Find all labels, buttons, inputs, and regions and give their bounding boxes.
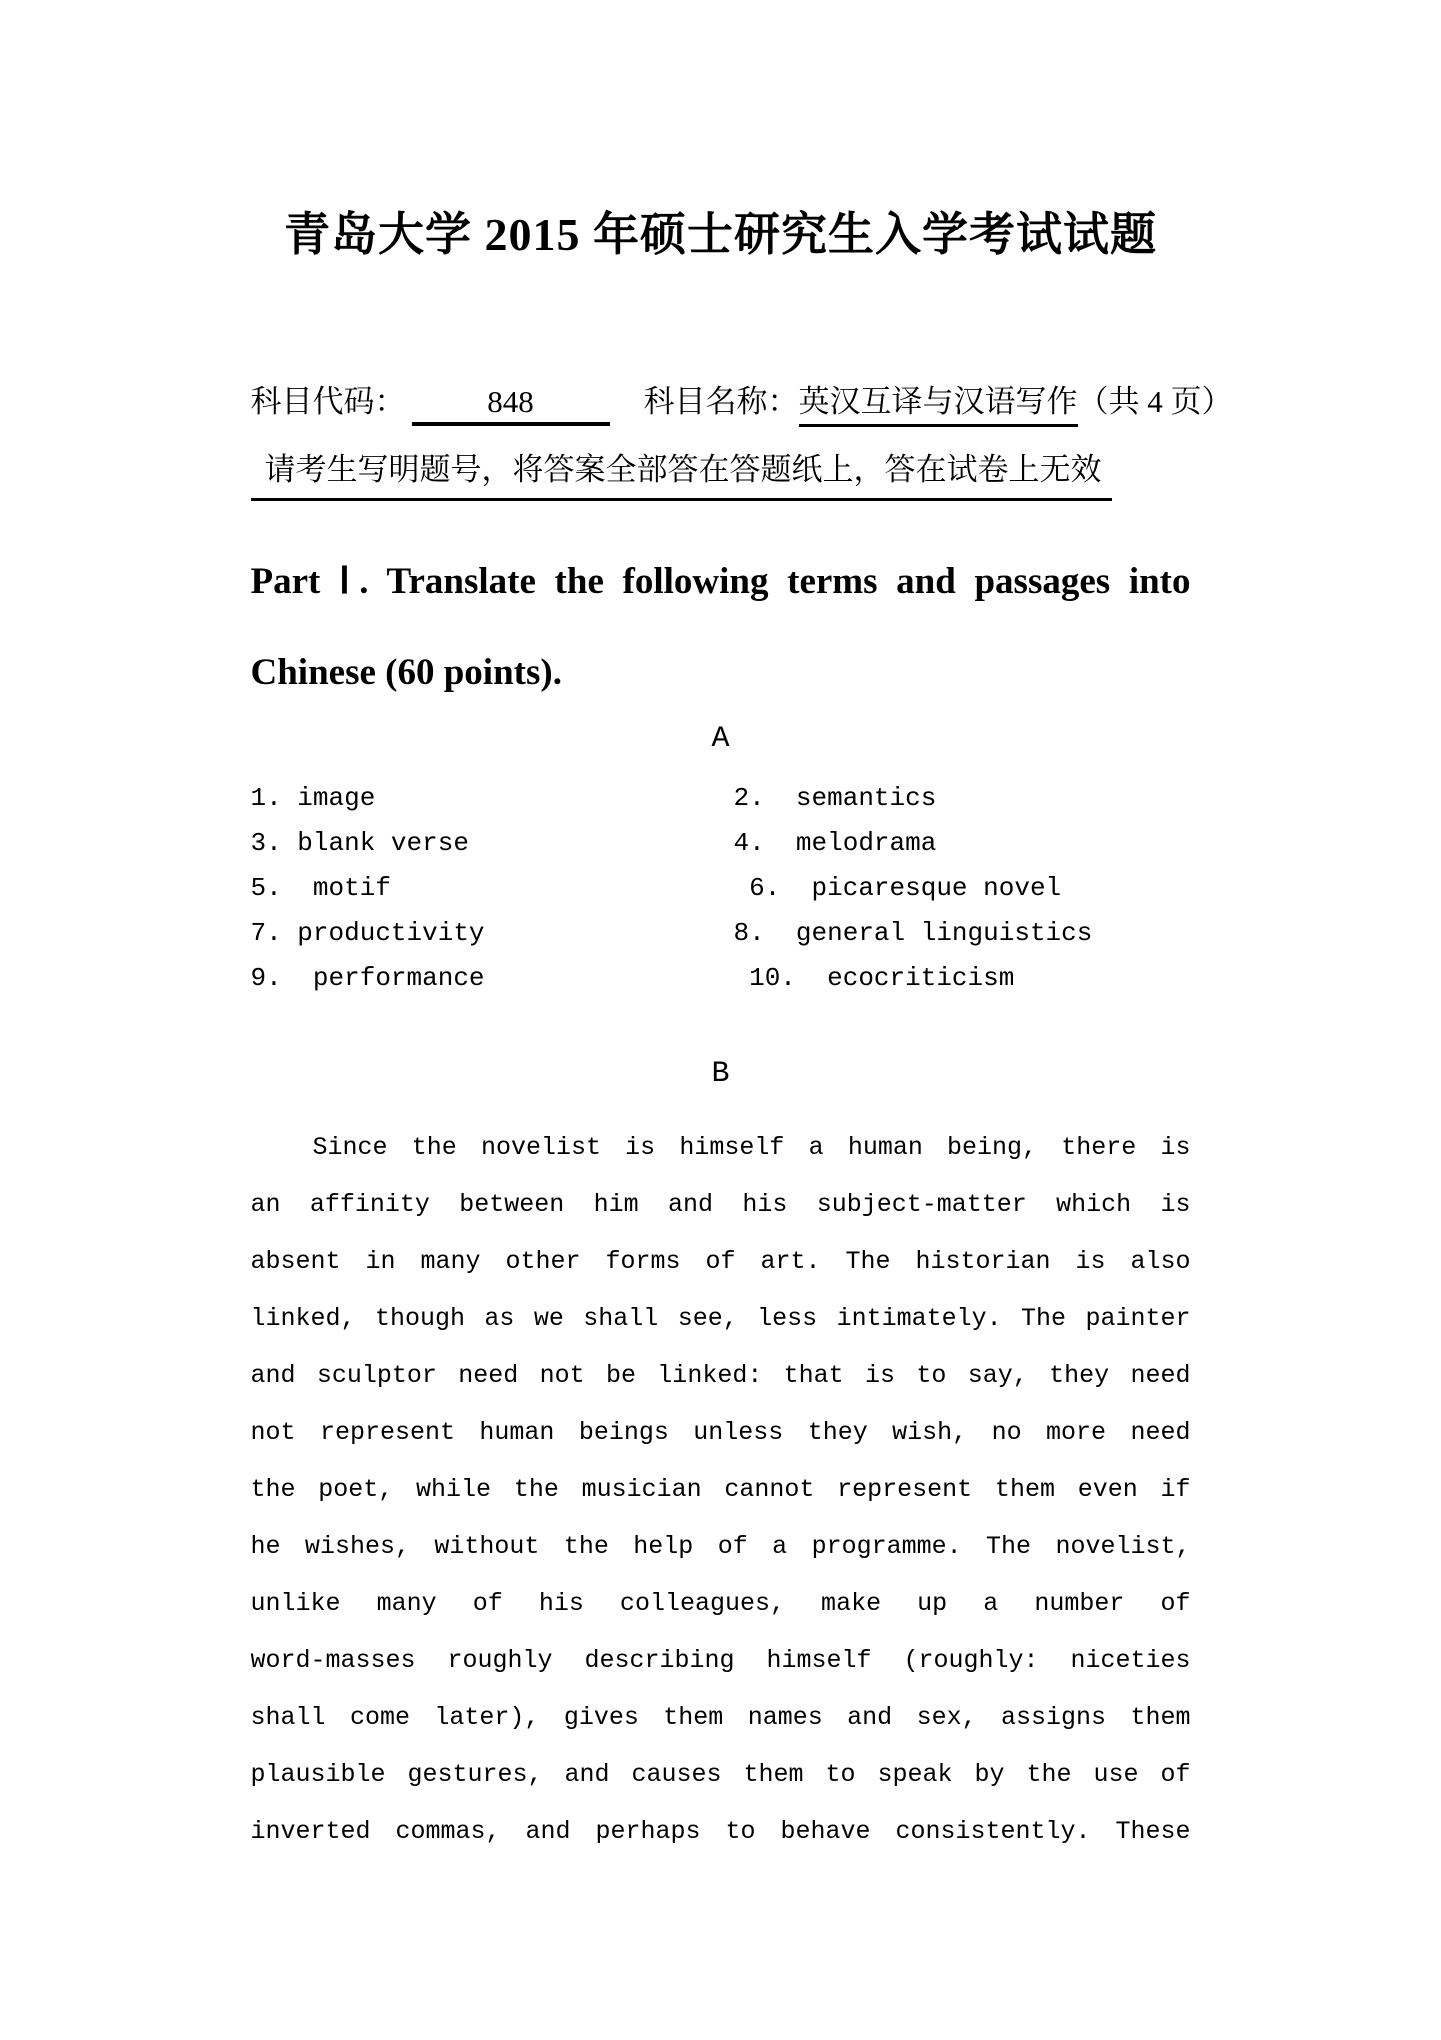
passage-line: not represent human beings unless they wish, no more need xyxy=(250,1418,1191,1447)
subject-code-label: 科目代码： xyxy=(250,384,406,419)
passage-line: word-masses roughly describing himself (roughly: niceties xyxy=(250,1646,1191,1675)
instruction-line xyxy=(251,444,1191,501)
section-b-label: B xyxy=(711,1057,730,1091)
page-title: 青岛大学 2015 年硕士研究生入学考试试题 xyxy=(284,209,1157,260)
subject-meta-line xyxy=(250,376,1233,426)
part1-heading-line2: Chinese (60 points). xyxy=(250,652,562,693)
subject-code-value: 848 xyxy=(412,384,610,426)
passage-line: absent in many other forms of art. The historian is also xyxy=(250,1247,1191,1276)
subject-name-label: 科目名称： xyxy=(643,384,799,419)
term-item: 1. image xyxy=(250,783,376,813)
pages-note: （共 4 页） xyxy=(1077,384,1233,419)
term-item: 6. picaresque novel xyxy=(733,873,1062,903)
passage-line: and sculptor need not be linked: that is to say, they need xyxy=(250,1361,1191,1390)
term-item: 4. melodrama xyxy=(733,828,937,858)
passage-line: an affinity between him and his subject-matter which is xyxy=(250,1190,1191,1219)
passage-line: unlike many of his colleagues, make up a number of xyxy=(250,1589,1191,1618)
instruction-text: 请考生写明题号，将答案全部答在答题纸上，答在试卷上无效 xyxy=(251,444,1112,501)
passage-line: inverted commas, and perhaps to behave consistently. These xyxy=(250,1817,1191,1846)
passage-line: Since the novelist is himself a human being, there is xyxy=(312,1133,1191,1162)
subject-name-value: 英汉互译与汉语写作 xyxy=(799,384,1078,427)
passage-line: plausible gestures, and causes them to speak by the use of xyxy=(250,1760,1191,1789)
term-item: 9. performance xyxy=(250,963,485,993)
term-item: 8. general linguistics xyxy=(733,918,1093,948)
passage-line: he wishes, without the help of a programme. The novelist, xyxy=(250,1532,1191,1561)
term-item: 2. semantics xyxy=(733,783,937,813)
term-item: 5. motif xyxy=(250,873,391,903)
term-item: 3. blank verse xyxy=(250,828,469,858)
passage-line: the poet, while the musician cannot represent them even if xyxy=(250,1475,1191,1504)
part1-heading-line1: Part Ⅰ. Translate the following terms and passages into xyxy=(250,561,1191,602)
section-a-label: A xyxy=(711,722,730,756)
passage-b xyxy=(251,1119,1191,1860)
passage-line: linked, though as we shall see, less intimately. The painter xyxy=(250,1304,1191,1333)
term-item: 10. ecocriticism xyxy=(733,963,1015,993)
page-content xyxy=(250,0,1233,1860)
terms-list xyxy=(251,776,1191,1001)
term-item: 7. productivity xyxy=(250,918,485,948)
passage-line: shall come later), gives them names and sex, assigns them xyxy=(250,1703,1191,1732)
